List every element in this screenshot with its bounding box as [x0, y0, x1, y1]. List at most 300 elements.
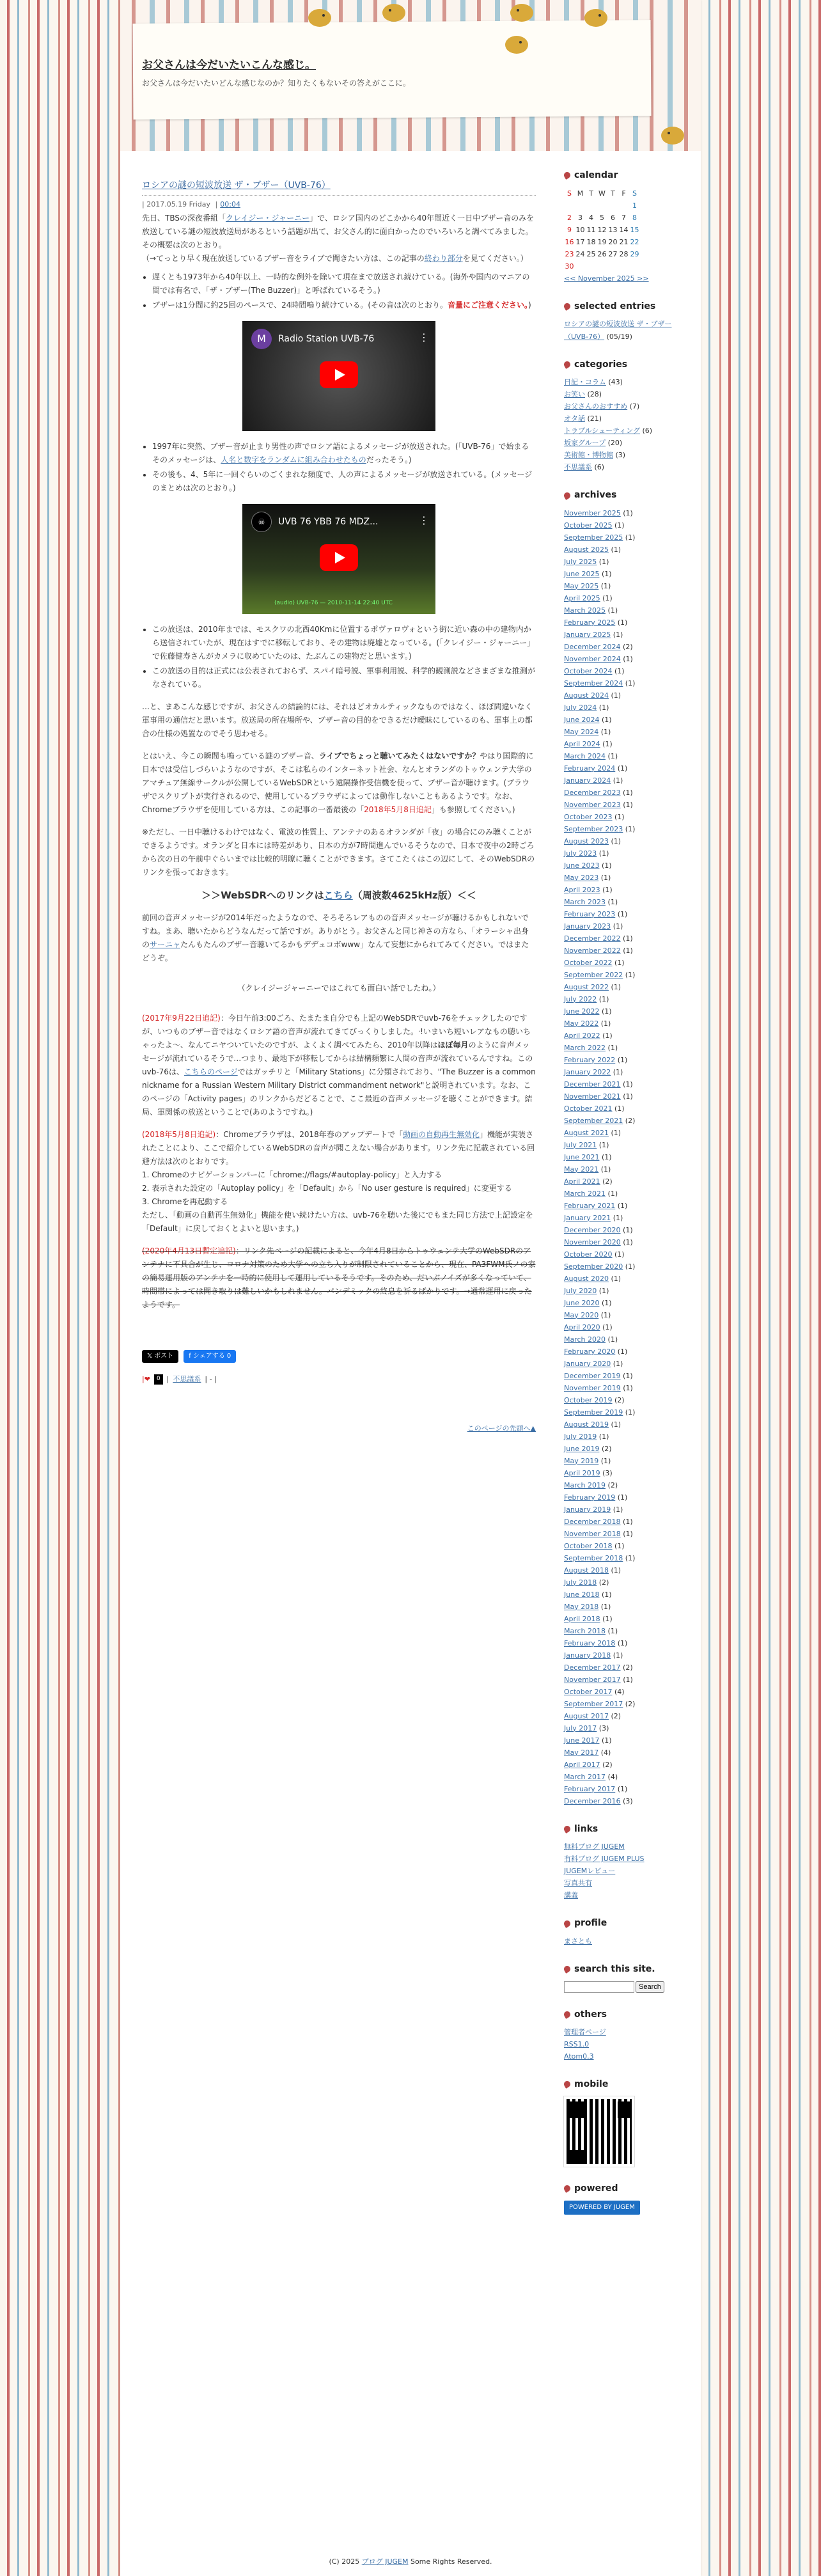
archive-item-link[interactable]: October 2018: [564, 1541, 613, 1550]
archive-item: [564, 1188, 689, 1200]
archive-item-link[interactable]: December 2021: [564, 1080, 621, 1088]
archive-item-link[interactable]: March 2025: [564, 606, 606, 615]
archive-item-link[interactable]: July 2024: [564, 703, 597, 712]
archive-item-link[interactable]: May 2018: [564, 1602, 599, 1611]
archive-item-link[interactable]: September 2022: [564, 970, 623, 979]
archive-item-link[interactable]: June 2022: [564, 1007, 600, 1016]
calendar-day: [618, 200, 629, 212]
links-heading: links: [564, 1821, 689, 1837]
archive-item: [564, 1625, 689, 1637]
archive-item-link[interactable]: September 2019: [564, 1408, 623, 1417]
archive-item-link[interactable]: April 2017: [564, 1760, 600, 1769]
archive-item-link[interactable]: April 2022: [564, 1031, 600, 1040]
archive-item: [564, 1261, 689, 1273]
archive-item: [564, 1042, 689, 1054]
archive-item-link[interactable]: January 2018: [564, 1651, 611, 1660]
archive-item: [564, 823, 689, 835]
archive-item-link[interactable]: June 2025: [564, 569, 600, 578]
archive-item-link[interactable]: May 2019: [564, 1456, 599, 1465]
archive-item-link[interactable]: March 2023: [564, 897, 606, 906]
archive-item: [564, 1686, 689, 1698]
play-icon[interactable]: [320, 361, 358, 388]
archive-item: [564, 689, 689, 702]
archive-item-link[interactable]: November 2017: [564, 1675, 621, 1684]
archive-item: [564, 738, 689, 750]
facts-list-2: [152, 440, 536, 495]
qr-code: [564, 2096, 634, 2167]
others-box: [564, 2007, 689, 2063]
archive-item-link[interactable]: July 2023: [564, 849, 597, 858]
archive-item-link[interactable]: July 2021: [564, 1140, 597, 1149]
archive-item-count: (1): [620, 1675, 633, 1684]
calendar-day: [618, 260, 629, 272]
crazy-journey-link[interactable]: クレイジー・ジャーニー: [225, 213, 310, 223]
archive-item-link[interactable]: March 2022: [564, 1043, 606, 1052]
archive-item-count: (1): [597, 703, 609, 712]
paragraph: 先日、TBSの深夜番組「クレイジー・ジャーニー」で、ロシア国内のどこかから40年間近く一日中ブザー音のみを放送している謎の短波放送局があるという話題が出て、お父さん的に面白かったのでいろいろと調べてみました。その概要は次のとおり。 （→てっとり早く現在放送しているブザー音をライブで聞きたい方は、この記事の終わり部分を見てください。）: [142, 213, 535, 263]
calendar-day: 8: [632, 213, 637, 222]
archives-list: [564, 507, 689, 1807]
archive-item-link[interactable]: August 2025: [564, 545, 609, 554]
selected-entry-link[interactable]: ロシアの謎の短波放送 ザ・ブザー（UVB-76）: [564, 320, 672, 341]
archive-item-count: (2): [600, 1760, 613, 1769]
archive-item-link[interactable]: January 2025: [564, 630, 611, 639]
archive-item-link[interactable]: November 2018: [564, 1529, 621, 1538]
archive-item-link[interactable]: January 2019: [564, 1505, 611, 1514]
calendar-day: 26: [597, 249, 607, 258]
paragraph: ただし、「動画の自動再生無効化」機能を使い続けたい方は、uvb-76を聴いた後にでもまた同じ方法で上記設定を「Default」に戻しておくとよいと思います。): [142, 1211, 533, 1233]
entry-title[interactable]: ロシアの謎の短波放送 ザ・ブザー（UVB-76）: [142, 178, 536, 196]
other-item: [564, 2050, 689, 2062]
archive-item: [564, 617, 689, 629]
archive-item: [564, 726, 689, 738]
category-item-link[interactable]: お父さんのおすすめ: [564, 402, 628, 411]
search-input[interactable]: [564, 1981, 634, 1993]
categories-heading: categories: [564, 357, 689, 373]
powered-heading: powered: [564, 2181, 689, 2197]
archive-item-count: (1): [615, 1055, 628, 1064]
archive-item-count: (1): [623, 533, 636, 542]
others-heading: others: [564, 2007, 689, 2023]
entry-category-link[interactable]: 不思議系: [173, 1375, 201, 1383]
archive-item-count: (1): [623, 1553, 636, 1562]
archive-item-count: (4): [612, 1687, 625, 1696]
archive-item-link[interactable]: April 2019: [564, 1468, 600, 1477]
archive-item-link[interactable]: July 2022: [564, 994, 597, 1003]
archive-item-count: (1): [598, 1019, 611, 1028]
autoplay-link[interactable]: 動画の自動再生無効化: [402, 1130, 480, 1139]
archive-item-link[interactable]: October 2017: [564, 1687, 613, 1696]
archive-item-link[interactable]: December 2022: [564, 934, 621, 943]
archive-item: [564, 1139, 689, 1151]
archive-item-count: (1): [598, 1602, 611, 1611]
play-icon[interactable]: [320, 544, 358, 571]
sanya-link[interactable]: サーニャ: [150, 940, 181, 949]
archive-item-link[interactable]: October 2023: [564, 812, 613, 821]
archive-item-link[interactable]: November 2022: [564, 946, 621, 955]
volume-warning: 音量にご注意ください。: [448, 300, 529, 310]
archive-item: [564, 1649, 689, 1661]
more-icon[interactable]: ⋮: [419, 514, 429, 526]
archive-item: [564, 665, 689, 677]
archive-item-link[interactable]: May 2021: [564, 1165, 599, 1174]
archive-item-link[interactable]: September 2025: [564, 533, 623, 542]
calendar-day: [586, 200, 597, 212]
archive-item-link[interactable]: January 2023: [564, 922, 611, 931]
category-item-link[interactable]: 日記・コラム: [564, 378, 606, 387]
archive-item-link[interactable]: June 2023: [564, 861, 600, 870]
archive-item-link[interactable]: February 2023: [564, 909, 616, 918]
archive-item-count: (3): [597, 1724, 609, 1732]
archive-item-link[interactable]: September 2018: [564, 1553, 623, 1562]
archive-item: [564, 1710, 689, 1722]
archive-item-link[interactable]: September 2023: [564, 824, 623, 833]
archive-item-link[interactable]: December 2019: [564, 1371, 621, 1380]
other-item-link[interactable]: Atom0.3: [564, 2052, 594, 2061]
calendar-nav[interactable]: [564, 272, 689, 285]
archive-item: [564, 1127, 689, 1139]
archive-item-link[interactable]: January 2024: [564, 776, 611, 785]
archive-item-count: (1): [615, 1201, 628, 1210]
archive-item-link[interactable]: September 2024: [564, 679, 623, 687]
archive-item-link[interactable]: February 2025: [564, 618, 616, 627]
category-item: [564, 461, 689, 473]
archive-item-count: (1): [600, 1614, 613, 1623]
archive-item-link[interactable]: December 2016: [564, 1796, 621, 1805]
archive-item-link[interactable]: November 2021: [564, 1092, 621, 1101]
skull-icon: ☠: [251, 512, 272, 532]
link-item: [564, 1889, 689, 1901]
archive-item-link[interactable]: April 2020: [564, 1323, 600, 1331]
calendar-table: [564, 187, 640, 272]
archive-item-link[interactable]: August 2022: [564, 982, 609, 991]
message-link[interactable]: 人名と数字をランダムに組み合わせたもの: [221, 455, 366, 464]
archive-item-link[interactable]: June 2017: [564, 1736, 600, 1745]
archive-item-link[interactable]: June 2018: [564, 1590, 600, 1599]
link-item-link[interactable]: 写真共有: [564, 1879, 592, 1888]
archive-item-link[interactable]: March 2018: [564, 1626, 606, 1635]
list-item: • この放送は、2010年までは、モスクワの北西40Kmに位置するポヴァロヴォという街に近い森の中の建物内から送信されていたが、現在はすでに移転しており、その建物は廃墟となっている。(「クレイジー・ジャーニー」で佐藤健寿さんがカメラに収めていたのは、たぶんこの建物だと思います。): [152, 623, 536, 663]
archive-item-count: (1): [611, 1213, 623, 1222]
archive-item-link[interactable]: April 2018: [564, 1614, 600, 1623]
category-item-link[interactable]: トラブルシューティング: [564, 427, 640, 436]
calendar-day: 17: [575, 237, 585, 246]
archive-item-count: (1): [597, 557, 609, 566]
archive-item-link[interactable]: April 2021: [564, 1177, 600, 1186]
archive-item-count: (1): [597, 1286, 609, 1295]
archive-item: [564, 884, 689, 896]
other-item-link[interactable]: RSS1.0: [564, 2040, 590, 2048]
archive-item-count: (2): [620, 642, 633, 651]
archive-item-link[interactable]: March 2020: [564, 1335, 606, 1344]
calendar-day: 1: [632, 201, 637, 210]
category-item-link[interactable]: 坂家グループ: [564, 439, 606, 448]
archive-item: [564, 1431, 689, 1443]
archive-item-link[interactable]: July 2018: [564, 1578, 597, 1587]
archive-item-count: (1): [620, 654, 633, 663]
archive-item-link[interactable]: November 2020: [564, 1237, 621, 1246]
archive-item-count: (1): [597, 849, 609, 858]
archive-item-count: (1): [620, 1517, 633, 1526]
archive-item: [564, 762, 689, 774]
archive-item-link[interactable]: December 2017: [564, 1663, 621, 1672]
archive-item-link[interactable]: June 2024: [564, 715, 600, 724]
archive-item-link[interactable]: December 2023: [564, 788, 621, 797]
archive-item-count: (1): [623, 824, 636, 833]
categories-box: [564, 357, 689, 474]
heart-icon[interactable]: |❤: [142, 1375, 150, 1383]
archive-item-link[interactable]: June 2021: [564, 1152, 600, 1161]
archive-item-count: (1): [609, 836, 622, 845]
archive-item: [564, 1090, 689, 1103]
archive-item-link[interactable]: December 2020: [564, 1225, 621, 1234]
archive-item-count: (1): [612, 666, 625, 675]
archive-item-link[interactable]: May 2024: [564, 727, 599, 736]
archive-item-count: (1): [600, 739, 613, 748]
archive-item-link[interactable]: January 2021: [564, 1213, 611, 1222]
archive-item-link[interactable]: October 2020: [564, 1250, 613, 1259]
entry-time-link[interactable]: 00:04: [220, 200, 240, 208]
list-item: • ブザーは1分間に約25回のペースで、24時間鳴り続けている。(その音は次のとおり。音量にご注意ください。): [152, 299, 536, 312]
archive-item-link[interactable]: July 2019: [564, 1432, 597, 1441]
archive-item-link[interactable]: August 2023: [564, 836, 609, 845]
archive-item-link[interactable]: August 2017: [564, 1711, 609, 1720]
archive-item-count: (1): [620, 788, 633, 797]
archive-item: [564, 1722, 689, 1734]
archive-item-count: (2): [606, 1480, 618, 1489]
archive-item-link[interactable]: February 2022: [564, 1055, 616, 1064]
archive-item-link[interactable]: January 2020: [564, 1359, 611, 1368]
search-heading: search this site.: [564, 1961, 689, 1977]
archive-item-link[interactable]: May 2020: [564, 1310, 599, 1319]
archive-item-link[interactable]: November 2019: [564, 1383, 621, 1392]
archive-item: [564, 969, 689, 981]
archive-item-link[interactable]: May 2017: [564, 1748, 599, 1757]
calendar-day: [597, 260, 607, 272]
blog-title[interactable]: お父さんは今だいたいこんな感じ。: [142, 59, 316, 72]
end-section-link[interactable]: 終わり部分: [424, 253, 463, 263]
archive-item-link[interactable]: April 2023: [564, 885, 600, 894]
archive-item: [564, 1333, 689, 1346]
archive-item: [564, 1151, 689, 1163]
archive-item-count: (1): [599, 861, 612, 870]
category-item-link[interactable]: 不思議系: [564, 463, 592, 472]
calendar-day: [607, 200, 618, 212]
archive-item-link[interactable]: July 2017: [564, 1724, 597, 1732]
jugem-badge[interactable]: POWERED BY JUGEM: [564, 2201, 640, 2215]
link-item-link[interactable]: 有料ブログ JUGEM PLUS: [564, 1855, 645, 1864]
paragraph: …と、まあこんな感じですが、お父さんの結論的には、それはどオカルティックなものではなく、ほぼ間違いなく軍事用の通信だと思います。放送局の所在場所や、ブザー音の目的をできるだけ曖昧にしているのも、軍事上の都合の仕様の処置なのでそう思わせる。: [142, 702, 533, 738]
category-item-link[interactable]: お笑い: [564, 390, 585, 399]
video-player-2[interactable]: [242, 504, 435, 614]
archive-item-link[interactable]: March 2021: [564, 1189, 606, 1198]
category-item: [564, 376, 689, 388]
calendar-day-header: T: [589, 189, 593, 198]
video-player-1[interactable]: [242, 321, 435, 431]
search-button[interactable]: Search: [636, 1981, 664, 1993]
archive-item: [564, 580, 689, 592]
archive-item-link[interactable]: February 2020: [564, 1347, 616, 1356]
list-item: • 遅くとも1973年から40年以上、一時的な例外を除いて現在まで放送され続けている。(海外や国内のマニアの間では有名で、「ザ・ブザー(The Buzzer)」と呼ばれているそう。): [152, 271, 536, 297]
jugem-link[interactable]: ブログ JUGEM: [361, 2557, 409, 2566]
archive-item-link[interactable]: May 2022: [564, 1019, 599, 1028]
archive-item-link[interactable]: November 2023: [564, 800, 621, 809]
blog-description: お父さんは今だいたいどんな感じなのか？知りたくもないその答えがここに。: [142, 79, 411, 88]
archive-item-link[interactable]: October 2019: [564, 1395, 613, 1404]
archive-item: [564, 1406, 689, 1418]
archive-item-link[interactable]: August 2020: [564, 1274, 609, 1283]
list-item: • その後も、4、5年に一回ぐらいのごくまれな頻度で、人の声によるメッセージが放送されている。(メッセージのまとめは次のとおり。): [152, 468, 536, 495]
calendar-day: [575, 260, 586, 272]
archive-item: [564, 714, 689, 726]
archive-item-link[interactable]: February 2021: [564, 1201, 616, 1210]
archive-item-link[interactable]: March 2017: [564, 1772, 606, 1781]
archive-item: [564, 1175, 689, 1188]
archive-item-count: (1): [623, 1408, 636, 1417]
link-item-link[interactable]: 講義: [564, 1891, 578, 1900]
other-item-link[interactable]: 管理者ページ: [564, 2028, 606, 2036]
more-icon[interactable]: ⋮: [419, 331, 429, 343]
category-item-link[interactable]: オタ話: [564, 414, 585, 423]
archive-item: [564, 592, 689, 604]
archive-item: [564, 1103, 689, 1115]
websdr-link[interactable]: こちら: [324, 889, 353, 901]
mobile-box: [564, 2077, 689, 2167]
archive-item-link[interactable]: October 2025: [564, 521, 613, 530]
archive-item: [564, 1200, 689, 1212]
archive-item-link[interactable]: December 2024: [564, 642, 621, 651]
category-item-count: (7): [627, 402, 640, 411]
archive-item-count: (1): [600, 1031, 613, 1040]
archive-item-count: (4): [598, 1748, 611, 1757]
military-page-link[interactable]: こちらのページ: [184, 1067, 238, 1076]
calendar-day: [575, 200, 586, 212]
bird-icon: [379, 0, 409, 26]
archive-item-count: (1): [615, 618, 628, 627]
archive-item-count: (1): [599, 1736, 612, 1745]
share-buttons: [142, 1350, 536, 1363]
archive-item-link[interactable]: October 2024: [564, 666, 613, 675]
facebook-share-button[interactable]: f シェアする 0: [184, 1350, 236, 1363]
archive-item: [564, 1516, 689, 1528]
facts-list-3: [152, 623, 536, 691]
archive-item-link[interactable]: January 2022: [564, 1067, 611, 1076]
archive-item-link[interactable]: February 2019: [564, 1493, 616, 1502]
calendar-day: 13: [608, 225, 618, 234]
archive-item-count: (1): [615, 1493, 628, 1502]
archive-item-link[interactable]: September 2017: [564, 1699, 623, 1708]
archive-item-link[interactable]: May 2023: [564, 873, 599, 882]
archive-item-link[interactable]: May 2025: [564, 581, 599, 590]
archive-item: [564, 507, 689, 519]
calendar-nav-link[interactable]: << November 2025 >>: [564, 274, 649, 283]
archive-item-count: (1): [599, 1152, 612, 1161]
selected-entry-date: (05/19): [606, 332, 632, 341]
archive-item: [564, 993, 689, 1005]
archive-item-link[interactable]: October 2022: [564, 958, 613, 967]
archive-item-link[interactable]: August 2021: [564, 1128, 609, 1137]
archive-item-count: (1): [609, 1420, 622, 1429]
archive-item-link[interactable]: August 2018: [564, 1566, 609, 1575]
archive-item: [564, 1394, 689, 1406]
archive-item: [564, 908, 689, 920]
archive-item-count: (1): [611, 776, 623, 785]
archive-item-link[interactable]: August 2019: [564, 1420, 609, 1429]
archive-item-link[interactable]: September 2021: [564, 1116, 623, 1125]
archive-item-count: (1): [599, 715, 612, 724]
archive-item: [564, 1115, 689, 1127]
main-content: [142, 178, 536, 1435]
archive-item-count: (1): [611, 1359, 623, 1368]
archive-item-link[interactable]: March 2019: [564, 1480, 606, 1489]
archive-item-link[interactable]: October 2021: [564, 1104, 613, 1113]
list-item: • この放送の目的は正式には公表されておらず、スパイ暗号説、軍事利用説、科学的観測説などさまざまな推測がなされている。: [152, 664, 536, 691]
archive-item-count: (1): [620, 934, 633, 943]
link-item-link[interactable]: 無料ブログ JUGEM: [564, 1842, 625, 1851]
archive-item: [564, 1066, 689, 1078]
archive-item: [564, 1613, 689, 1625]
archive-item-link[interactable]: November 2025: [564, 508, 621, 517]
archive-item-count: (1): [598, 1456, 611, 1465]
archive-item-link[interactable]: December 2018: [564, 1517, 621, 1526]
archive-item-link[interactable]: November 2024: [564, 654, 621, 663]
calendar-day: 20: [608, 237, 618, 246]
category-item-link[interactable]: 美術館・博物館: [564, 451, 613, 460]
selected-entries-box: [564, 299, 689, 343]
profile-link[interactable]: まさとも: [564, 1936, 592, 1945]
archive-item-count: (1): [597, 1140, 609, 1149]
archive-item-link[interactable]: September 2020: [564, 1262, 623, 1271]
archive-item: [564, 1455, 689, 1467]
archive-item-link[interactable]: June 2019: [564, 1444, 600, 1453]
archive-item: [564, 1285, 689, 1297]
archive-item-link[interactable]: June 2020: [564, 1298, 600, 1307]
archive-item: [564, 1017, 689, 1030]
archives-box: [564, 487, 689, 1807]
archive-item-link[interactable]: February 2018: [564, 1638, 616, 1647]
archive-item-link[interactable]: July 2025: [564, 557, 597, 566]
archive-item-count: (1): [600, 1323, 613, 1331]
archive-item-link[interactable]: April 2024: [564, 739, 600, 748]
bird-icon: [304, 4, 335, 29]
archive-item-link[interactable]: February 2024: [564, 764, 616, 773]
archive-item-link[interactable]: August 2024: [564, 691, 609, 700]
archive-item-link[interactable]: April 2025: [564, 593, 600, 602]
archive-item: [564, 1564, 689, 1576]
archive-item: [564, 799, 689, 811]
archive-item-link[interactable]: February 2017: [564, 1784, 616, 1793]
archive-item: [564, 544, 689, 556]
archive-item: [564, 1747, 689, 1759]
page-top-link[interactable]: このページの先頭へ▲: [467, 1424, 536, 1433]
like-count: 0: [154, 1374, 163, 1385]
archive-item-link[interactable]: July 2020: [564, 1286, 597, 1295]
archive-item: [564, 1674, 689, 1686]
bird-icon: [506, 0, 537, 26]
archive-item-count: (1): [620, 1371, 633, 1380]
link-item-link[interactable]: JUGEMレビュー: [564, 1867, 616, 1876]
archive-item-count: (2): [620, 1663, 633, 1672]
calendar-day: 29: [630, 249, 639, 258]
archive-item-link[interactable]: March 2024: [564, 751, 606, 760]
archive-item: [564, 531, 689, 544]
bird-icon: [501, 32, 532, 58]
link-item: [564, 1865, 689, 1877]
archive-item: [564, 604, 689, 617]
x-post-button[interactable]: 𝕏 ポスト: [142, 1350, 178, 1363]
calendar-day: 27: [608, 249, 618, 258]
category-item: [564, 400, 689, 412]
